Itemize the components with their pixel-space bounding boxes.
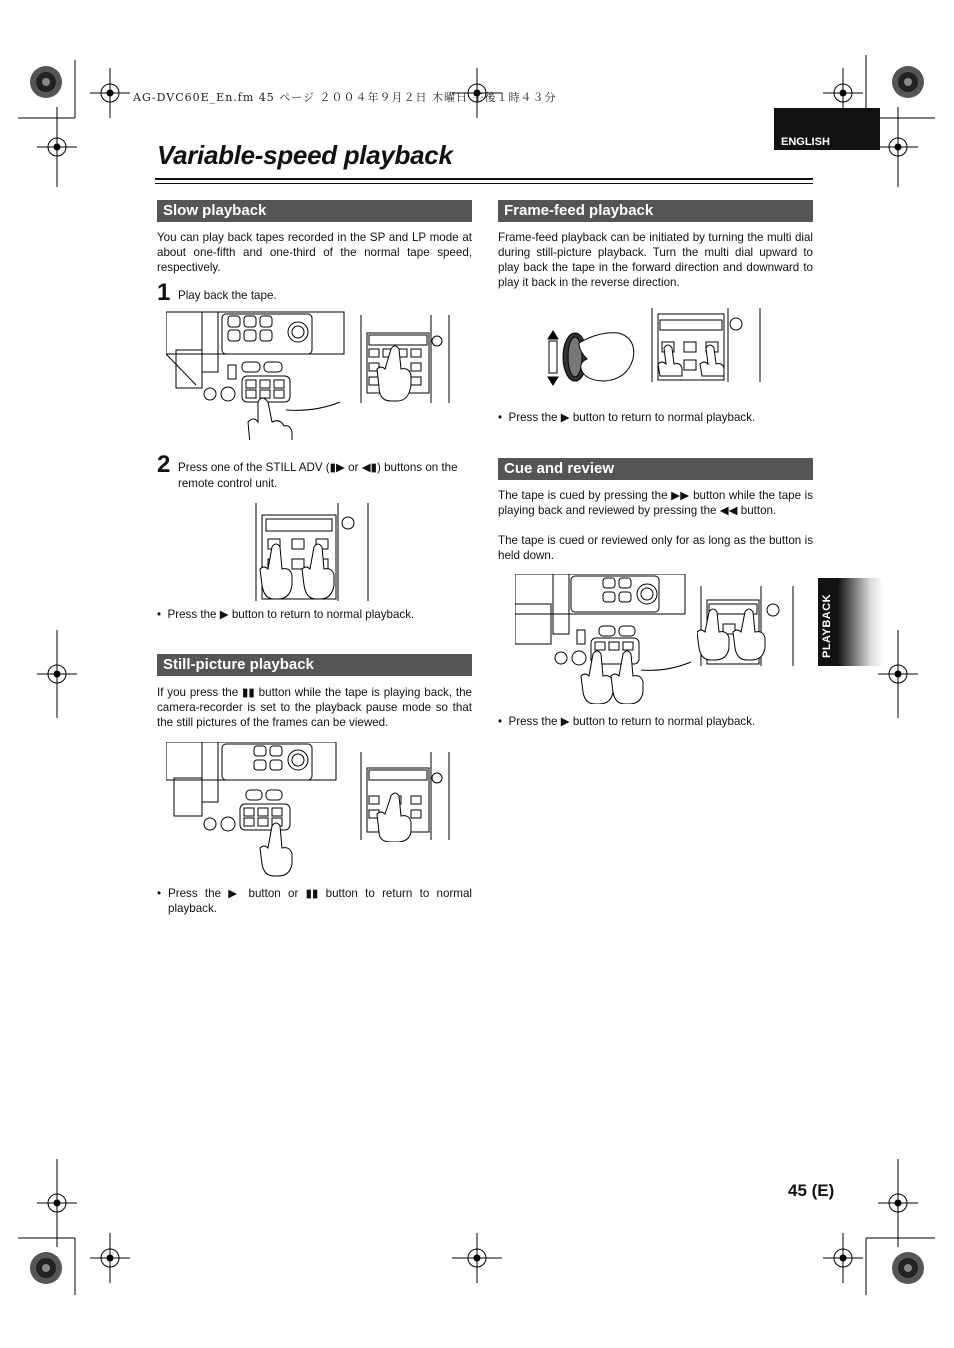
- cue-paragraph-2: The tape is cued or reviewed only for as long as the button is held down.: [498, 534, 813, 562]
- remote-control-frame-illustration: [646, 308, 766, 383]
- camera-recorder-cue-illustration: [515, 574, 695, 704]
- remote-control-cue-illustration: [697, 586, 797, 668]
- file-info: AG-DVC60E_En.fm 45 ページ ２００４年９月２日 木曜日 午後１時４３分: [133, 91, 557, 104]
- frame-intro: Frame-feed playback can be initiated by turning the multi dial during still-picture playback. Turn the multi dial upward to play back the tape in the forward direction and downward to play it back in the reverse direction.: [498, 231, 813, 289]
- remote-control-illustration: [355, 315, 455, 405]
- slow-intro: You can play back tapes recorded in the SP and LP mode at about one-fifth and one-third of the normal tape speed, respectively.: [157, 231, 472, 274]
- title-rule: [155, 178, 813, 180]
- step-2-text: Press one of the STILL ADV (▮▶ or ◀▮) buttons on the remote control unit.: [178, 461, 458, 490]
- remote-control-still-adv-illustration: [252, 503, 372, 603]
- cue-review-heading: Cue and review: [498, 458, 813, 480]
- frame-feed-heading: Frame-feed playback: [498, 200, 813, 222]
- frame-bullet: • Press the ▶ button to return to normal playback.: [498, 411, 756, 424]
- slow-bullet: • Press the ▶ button to return to normal playback.: [157, 608, 415, 621]
- still-intro: If you press the ▮▮ button while the tape is playing back, the camera-recorder is set to the playback pause mode so that the still pictures of the frames can be viewed.: [157, 686, 472, 729]
- cue-paragraph-1: The tape is cued by pressing the ▶▶ button while the tape is playing back and reviewed by pressing the ◀◀ button.: [498, 489, 813, 517]
- step-1-number: 1: [157, 279, 171, 306]
- step-1-text: Play back the tape.: [178, 289, 277, 302]
- camera-recorder-illustration: [166, 310, 346, 440]
- slow-playback-heading: Slow playback: [157, 200, 472, 222]
- page-number: 45 (E): [788, 1181, 835, 1200]
- still-picture-heading: Still-picture playback: [157, 654, 472, 676]
- step-2-number: 2: [157, 451, 171, 478]
- multi-dial-icon: [545, 323, 640, 393]
- still-bullet: • Press the ▶ button or ▮▮ button to return to normal playback.: [157, 887, 472, 915]
- playback-side-tab: PLAYBACK: [818, 578, 884, 666]
- title-rule-thin: [155, 183, 813, 184]
- remote-control-pause-illustration: [355, 752, 455, 842]
- language-tab: ENGLISH: [774, 108, 880, 150]
- camera-recorder-pause-illustration: [166, 742, 346, 877]
- page-title: Variable-speed playback: [157, 140, 453, 170]
- cue-bullet: • Press the ▶ button to return to normal playback.: [498, 715, 756, 728]
